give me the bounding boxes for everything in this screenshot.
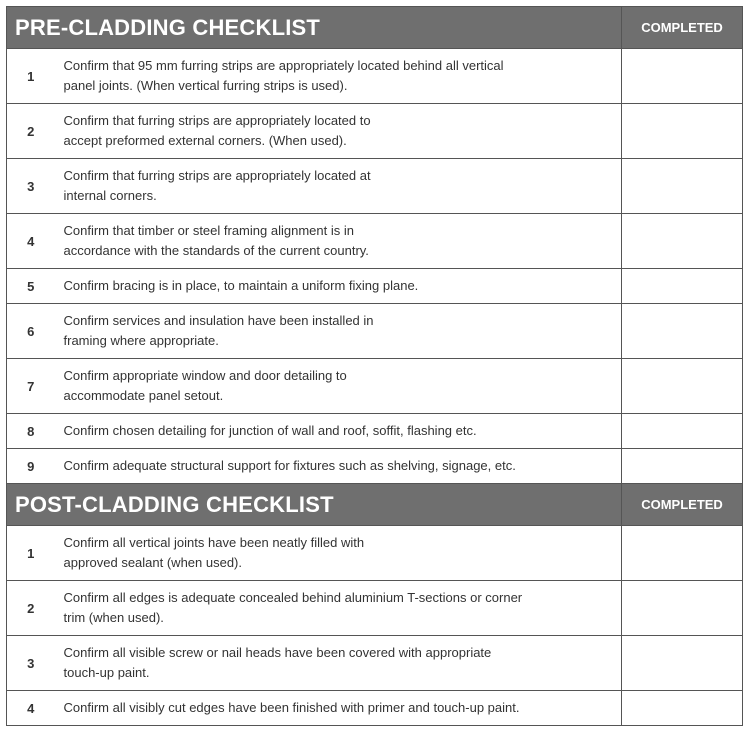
item-text: Confirm that 95 mm furring strips are appropriately located behind all vertical panel joints. (When vertical furring strips is used). xyxy=(55,49,622,104)
item-text: Confirm chosen detailing for junction of wall and roof, soffit, flashing etc. xyxy=(55,414,622,449)
completed-header: COMPLETED xyxy=(622,484,743,526)
checklist-table xyxy=(6,6,743,726)
section-header-pre xyxy=(7,7,743,49)
item-text: Confirm all visible screw or nail heads have been covered with appropriate touch-up paint. xyxy=(55,636,622,691)
item-text: Confirm all edges is adequate concealed behind aluminium T-sections or corner trim (when used). xyxy=(55,581,622,636)
checklist-row xyxy=(7,159,743,214)
item-text: Confirm appropriate window and door detailing to accommodate panel setout. xyxy=(55,359,622,414)
item-text: Confirm adequate structural support for fixtures such as shelving, signage, etc. xyxy=(55,449,622,484)
section-title: PRE-CLADDING CHECKLIST xyxy=(7,7,622,49)
checklist-row xyxy=(7,526,743,581)
item-number: 1 xyxy=(7,49,55,104)
item-number: 7 xyxy=(7,359,55,414)
checklist-row xyxy=(7,414,743,449)
completed-cell[interactable] xyxy=(622,49,743,104)
checklist-row xyxy=(7,269,743,304)
item-text: Confirm that furring strips are appropriately located at internal corners. xyxy=(55,159,622,214)
completed-header: COMPLETED xyxy=(622,7,743,49)
completed-cell[interactable] xyxy=(622,304,743,359)
item-text: Confirm that furring strips are appropriately located to accept preformed external corners. (When used). xyxy=(55,104,622,159)
checklist-row xyxy=(7,359,743,414)
checklist-row xyxy=(7,581,743,636)
completed-cell[interactable] xyxy=(622,526,743,581)
checklist-document xyxy=(6,6,742,726)
item-number: 3 xyxy=(7,159,55,214)
checklist-row xyxy=(7,304,743,359)
completed-cell[interactable] xyxy=(622,449,743,484)
item-number: 3 xyxy=(7,636,55,691)
item-number: 2 xyxy=(7,581,55,636)
completed-cell[interactable] xyxy=(622,214,743,269)
section-title: POST-CLADDING CHECKLIST xyxy=(7,484,622,526)
checklist-row xyxy=(7,49,743,104)
item-text: Confirm services and insulation have been installed in framing where appropriate. xyxy=(55,304,622,359)
checklist-row xyxy=(7,691,743,726)
item-number: 4 xyxy=(7,214,55,269)
section-header-post xyxy=(7,484,743,526)
completed-cell[interactable] xyxy=(622,159,743,214)
checklist-row xyxy=(7,636,743,691)
item-number: 2 xyxy=(7,104,55,159)
completed-cell[interactable] xyxy=(622,359,743,414)
checklist-row xyxy=(7,104,743,159)
checklist-row xyxy=(7,214,743,269)
completed-cell[interactable] xyxy=(622,691,743,726)
item-number: 9 xyxy=(7,449,55,484)
completed-cell[interactable] xyxy=(622,636,743,691)
item-number: 1 xyxy=(7,526,55,581)
checklist-row xyxy=(7,449,743,484)
item-number: 8 xyxy=(7,414,55,449)
item-number: 4 xyxy=(7,691,55,726)
completed-cell[interactable] xyxy=(622,581,743,636)
completed-cell[interactable] xyxy=(622,269,743,304)
completed-cell[interactable] xyxy=(622,414,743,449)
item-number: 6 xyxy=(7,304,55,359)
item-text: Confirm all vertical joints have been neatly filled with approved sealant (when used). xyxy=(55,526,622,581)
item-text: Confirm bracing is in place, to maintain a uniform fixing plane. xyxy=(55,269,622,304)
completed-cell[interactable] xyxy=(622,104,743,159)
item-text: Confirm all visibly cut edges have been finished with primer and touch-up paint. xyxy=(55,691,622,726)
item-text: Confirm that timber or steel framing alignment is in accordance with the standards of the current country. xyxy=(55,214,622,269)
item-number: 5 xyxy=(7,269,55,304)
